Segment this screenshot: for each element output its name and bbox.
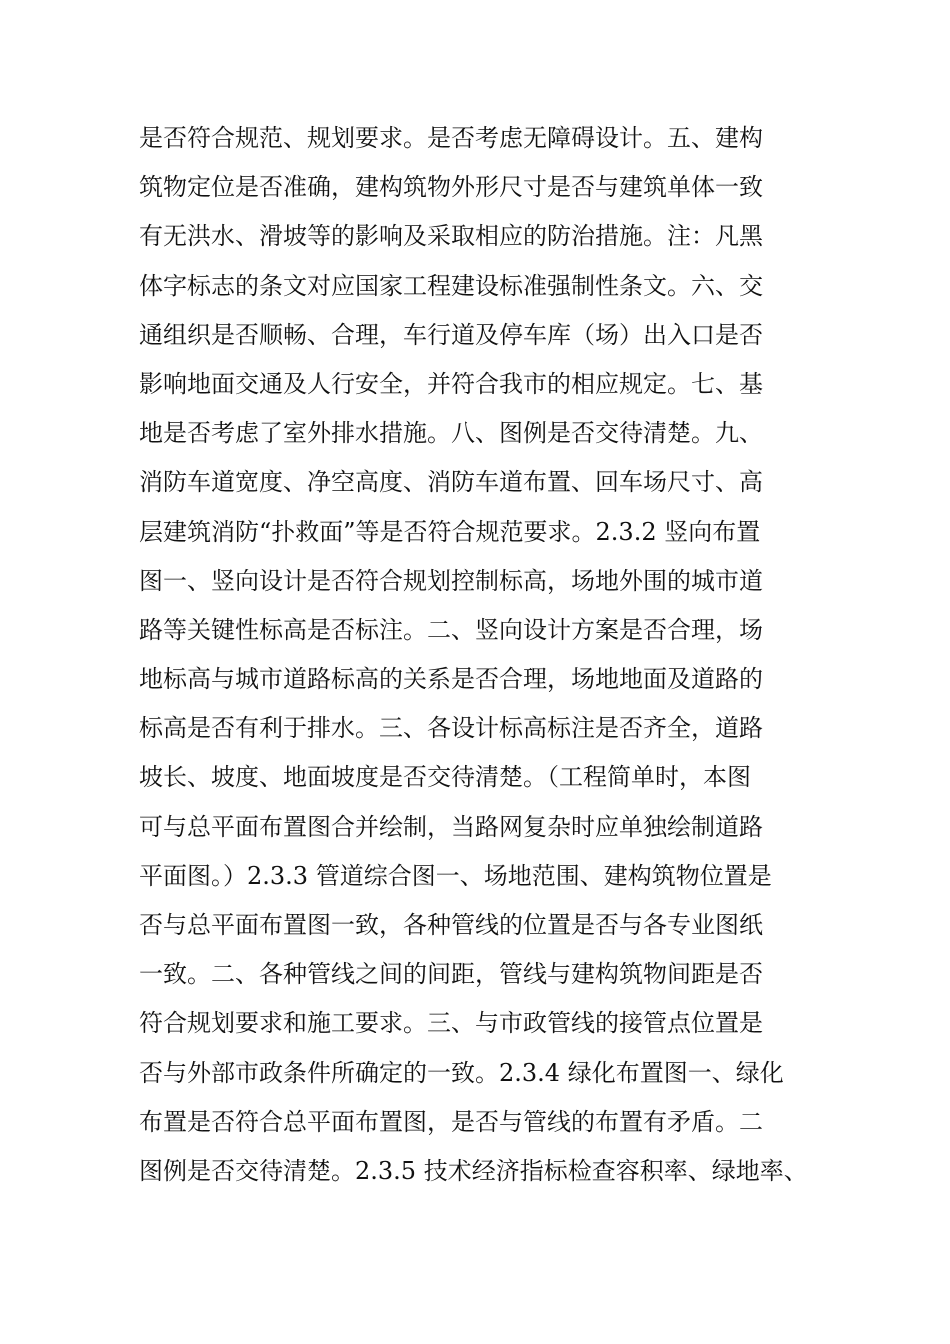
text-line: 标高是否有利于排水。三、各设计标高标注是否齐全，道路: [139, 714, 763, 743]
text-line: 否与外部市政条件所确定的一致。2.3.4 绿化布置图一、绿化: [139, 1058, 784, 1087]
text-line: 可与总平面布置图合并绘制，当路网复杂时应单独绘制道路: [139, 812, 763, 841]
text-line: 路等关键性标高是否标注。二、竖向设计方案是否合理，场: [139, 615, 763, 644]
text-line: 布置是否符合总平面布置图，是否与管线的布置有矛盾。二: [139, 1107, 763, 1136]
text-line: 一致。二、各种管线之间的间距，管线与建构筑物间距是否: [139, 960, 763, 989]
text-line: 消防车道宽度、净空高度、消防车道布置、回车场尺寸、高: [139, 468, 763, 497]
text-line: 图一、竖向设计是否符合规划控制标高，场地外围的城市道: [139, 566, 763, 595]
text-line: 符合规划要求和施工要求。三、与市政管线的接管点位置是: [139, 1009, 763, 1038]
text-line: 坡长、坡度、地面坡度是否交待清楚。（工程简单时，本图: [139, 763, 751, 792]
text-line: 平面图。）2.3.3 管道综合图一、场地范围、建构筑物位置是: [139, 861, 772, 890]
text-line: 筑物定位是否准确，建构筑物外形尺寸是否与建筑单体一致: [139, 173, 763, 202]
text-line: 有无洪水、滑坡等的影响及采取相应的防治措施。注：凡黑: [139, 222, 763, 251]
text-line: 通组织是否顺畅、合理，车行道及停车库（场）出入口是否: [139, 320, 763, 349]
body-text: [139, 114, 839, 1196]
text-line: 否与总平面布置图一致，各种管线的位置是否与各专业图纸: [139, 911, 763, 939]
text-line: 影响地面交通及人行安全，并符合我市的相应规定。七、基: [139, 369, 763, 398]
text-line: 是否符合规范、规划要求。是否考虑无障碍设计。五、建构: [139, 124, 763, 152]
text-line: 地是否考虑了室外排水措施。八、图例是否交待清楚。九、: [139, 419, 763, 448]
text-line: 地标高与城市道路标高的关系是否合理，场地地面及道路的: [139, 665, 763, 694]
text-line: 层建筑消防“扑救面”等是否符合规范要求。2.3.2 竖向布置: [139, 517, 761, 546]
text-line: 体字标志的条文对应国家工程建设标准强制性条文。六、交: [139, 271, 763, 300]
text-line: 图例是否交待清楚。2.3.5 技术经济指标检查容积率、绿地率、: [139, 1156, 808, 1185]
